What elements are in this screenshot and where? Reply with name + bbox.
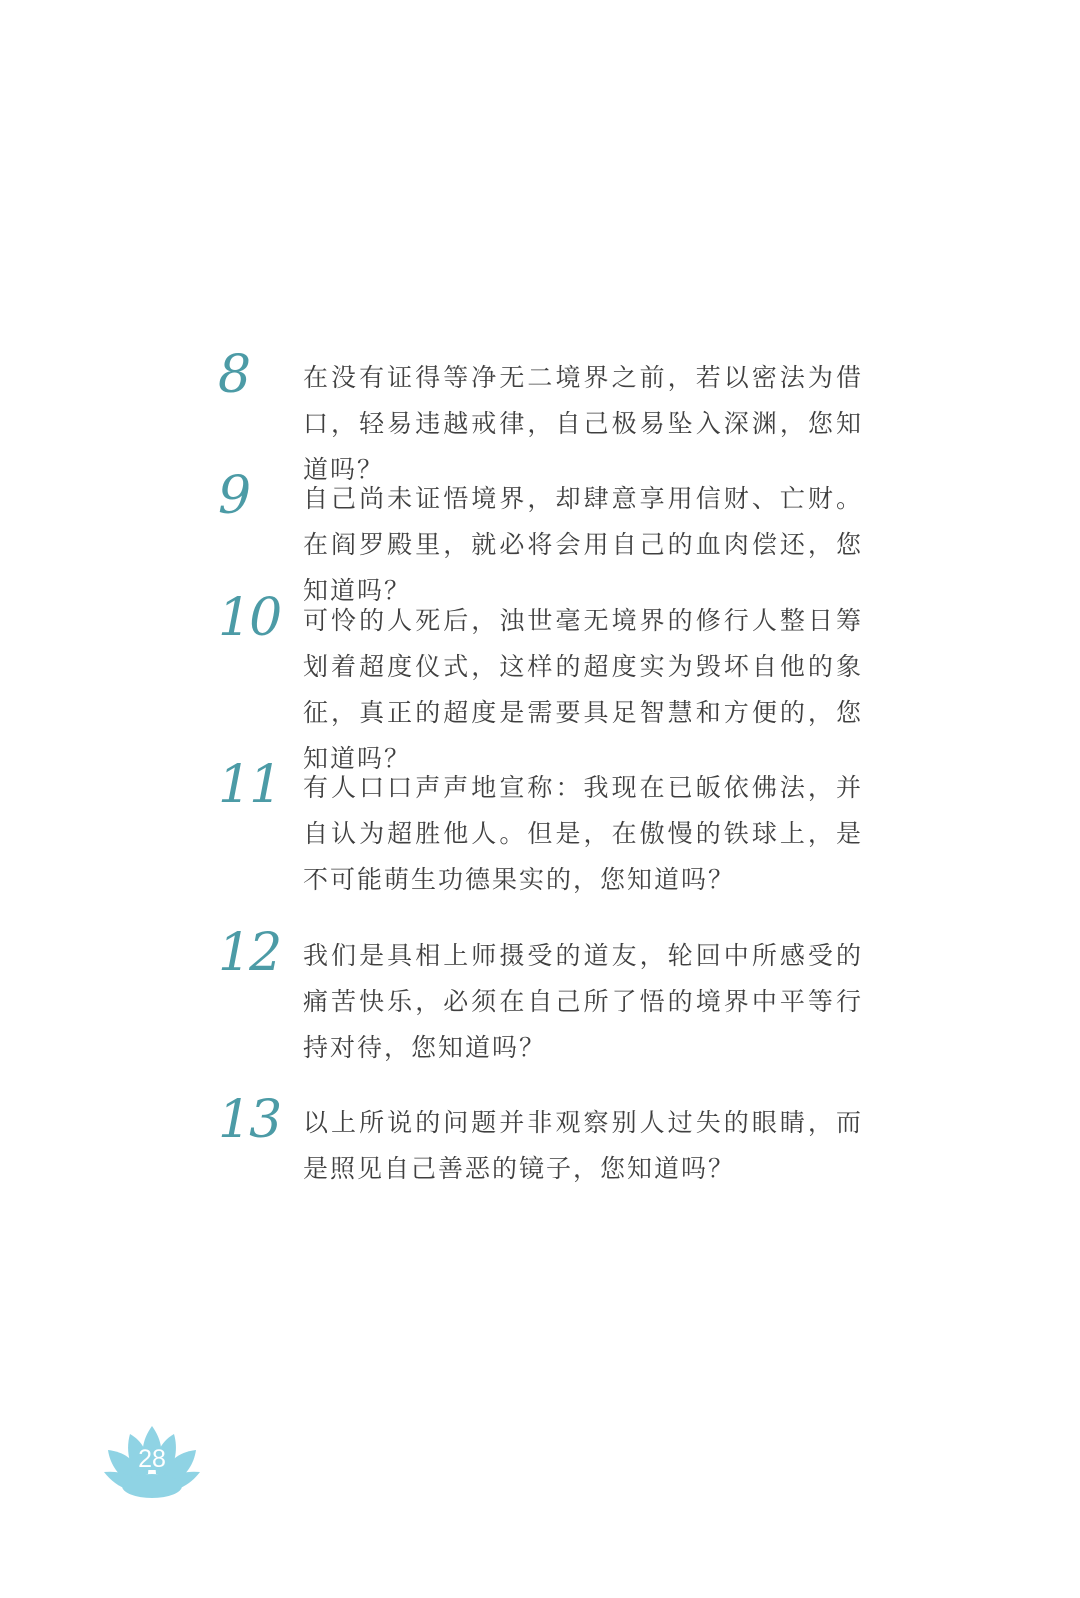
entry-text: 以上所说的问题并非观察别人过失的眼睛，而是照见自己善恶的镜子，您知道吗？: [303, 1108, 863, 1183]
entry-text: 我们是具相上师摄受的道友，轮回中所感受的痛苦快乐，必须在自己所了悟的境界中平等行持对待，您知道吗？: [303, 941, 863, 1062]
entry-number: 12: [218, 923, 281, 983]
entry-text: 在没有证得等净无二境界之前，若以密法为借口，轻易违越戒律，自己极易坠入深渊，您知道吗？: [303, 363, 863, 484]
entry-number: 8: [218, 345, 250, 405]
entry-number: 10: [218, 588, 281, 648]
entry-text: 自己尚未证悟境界，却肆意享用信财、亡财。在阎罗殿里，就必将会用自己的血肉偿还，您知道吗？: [303, 484, 863, 605]
entry-text: 有人口口声声地宣称：我现在已皈依佛法，并自认为超胜他人。但是，在傲慢的铁球上，是不可能萌生功德果实的，您知道吗？: [303, 773, 863, 894]
entry-number: 9: [218, 466, 250, 526]
page-number: 28: [138, 1445, 166, 1473]
entry-number: 11: [218, 755, 281, 815]
entry-text: 可怜的人死后，浊世毫无境界的修行人整日筹划着超度仪式，这样的超度实为毁坏自他的象征，真正的超度是需要具足智慧和方便的，您知道吗？: [303, 606, 863, 773]
entry-number: 13: [218, 1090, 281, 1150]
